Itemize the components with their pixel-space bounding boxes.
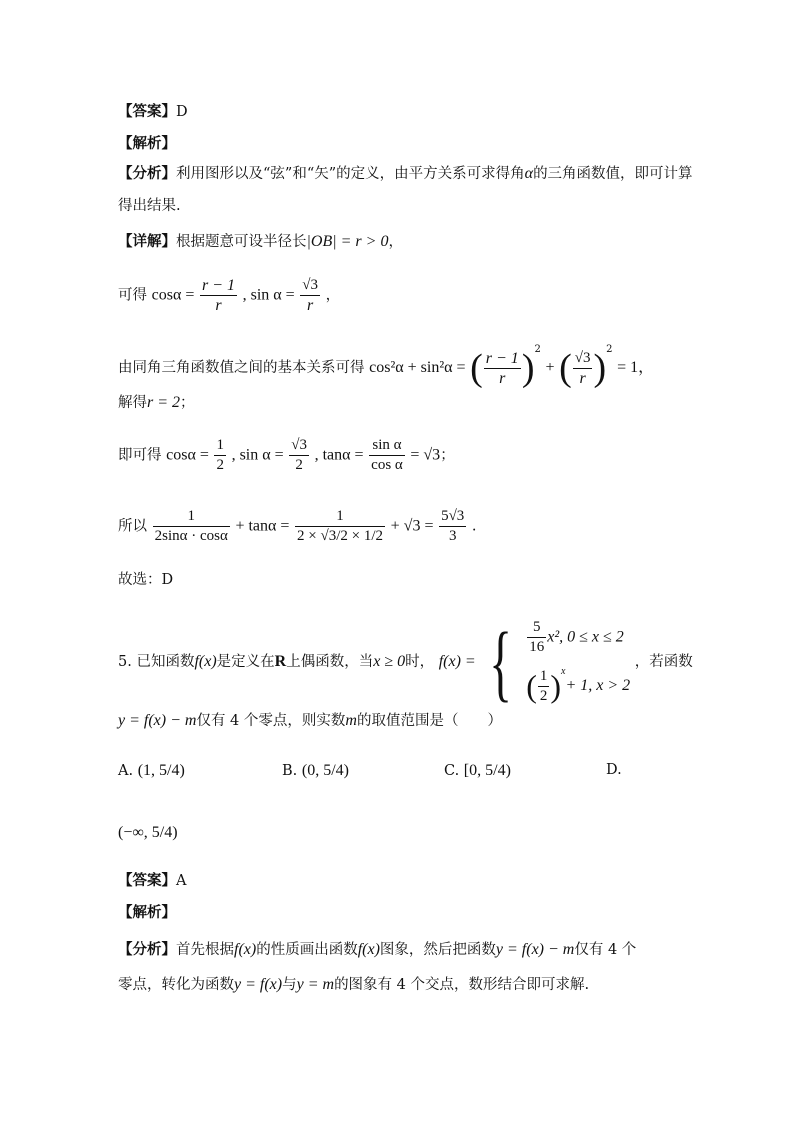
fenxi2-t4: 仅有 4 个 [574, 942, 637, 958]
denominator: 2 [295, 457, 303, 473]
fraction [289, 436, 309, 475]
case2-expr: + 1, x > 2 [565, 677, 631, 694]
left-paren: ( [559, 347, 572, 389]
step-5 [118, 507, 477, 546]
numerator: 1 [214, 436, 226, 456]
fenxi-text-1: 利用图形以及“弦”和“矢”的定义，由平方关系可求得角 [176, 166, 525, 182]
option-b-value: (0, 5/4) [301, 762, 349, 779]
xiangjie-tag: 【详解】 [118, 233, 176, 250]
option-d[interactable] [606, 762, 622, 778]
fenxi-text-2: 的三角函数值，即可计算 [533, 166, 693, 182]
denominator: r [215, 297, 222, 314]
numerator: 1 [295, 507, 385, 527]
q5-fdef: f(x) = [438, 652, 476, 670]
denominator: 16 [529, 639, 545, 655]
step3-end: ； [180, 395, 195, 411]
step1-end: ， [325, 287, 341, 304]
q5-line2-text: 仅有 4 个零点，则实数 [196, 713, 346, 729]
fraction [300, 276, 320, 315]
numerator: √3 [289, 436, 309, 456]
fenxi2-t1: 首先根据 [176, 942, 234, 958]
fraction [573, 349, 593, 388]
case-2: ( $\frac{1}{2}$ )$^x$+ 1, x > 2 [526, 666, 631, 704]
fenxi2-tag: 【分析】 [118, 941, 176, 958]
fenxi2-line1 [118, 940, 636, 960]
right-paren: ) [593, 347, 607, 389]
step-2: 由同角三角函数值之间的基本关系可得 cos²α + sin²α = ( $\frac{r - 1}{r}$ )$^2$ + ( $\frac{√3}{r}$ )$^2$ = 1， [118, 344, 655, 389]
step5-lead: 所以 [118, 518, 147, 535]
fraction [369, 436, 405, 475]
denominator: 2sinα · cosα [154, 528, 228, 544]
piecewise-cases [526, 618, 630, 706]
option-a-label: A. [118, 763, 134, 779]
fraction [200, 276, 237, 315]
fraction [484, 349, 521, 388]
xiangjie-line [118, 232, 403, 252]
right-paren: ) [521, 347, 535, 389]
fenxi2-expr: y = f(x) − m [495, 941, 575, 958]
numerator: r − 1 [485, 349, 519, 367]
answer-2-line [118, 871, 186, 891]
step5-plus: + tanα = [235, 517, 290, 535]
question-5 [118, 613, 693, 710]
q5-line2-expr: y = f(x) − m [118, 712, 197, 729]
fraction [214, 436, 226, 475]
analysis2-tag: 【解析】 [118, 904, 176, 921]
fenxi2-l2-t2: 与 [282, 977, 297, 993]
q5-m: m [345, 712, 357, 729]
q5-R: R [274, 652, 287, 670]
answer-line [118, 102, 188, 122]
answer2-value: A [176, 873, 187, 889]
numerator: √3 [573, 349, 593, 369]
numerator: 1 [538, 667, 550, 687]
denominator: 2 × √3/2 × 1/2 [297, 528, 384, 544]
alpha-symbol: α [524, 165, 534, 182]
option-b-label: B. [282, 763, 298, 779]
option-b[interactable] [282, 762, 349, 780]
denominator: 2 [539, 687, 548, 704]
q5-text4: 时， [405, 653, 435, 670]
q5-text3: 上偶函数，当 [286, 653, 374, 670]
fenxi2-l2-e2: y = m [296, 976, 335, 993]
step1-lead: 可得 [118, 287, 147, 304]
numerator: 1 [153, 507, 230, 527]
option-c[interactable] [444, 762, 511, 780]
numerator: 5 [527, 618, 546, 638]
option-d-value: (−∞, 5/4) [118, 824, 178, 841]
denominator: r [499, 369, 506, 387]
option-a[interactable] [118, 762, 185, 780]
fenxi-line-2: 得出结果. [118, 198, 181, 214]
numerator: sin α [369, 436, 405, 456]
analysis-tag: 【解析】 [118, 135, 176, 152]
question-number: 5. [118, 653, 132, 670]
q5-text2: 是定义在 [216, 653, 275, 670]
numerator: r − 1 [201, 277, 235, 294]
xiangjie-text: 根据题意可设半径长 [176, 234, 307, 250]
fenxi2-l2-t3: 的图象有 4 个交点，数形结合即可求解. [334, 977, 590, 993]
answer-value: D [176, 104, 188, 120]
option-c-value: [0, 5/4) [463, 762, 511, 779]
left-paren: ( [470, 347, 483, 389]
step3-expr: r = 2 [147, 394, 181, 411]
piecewise-brace: { [489, 613, 513, 710]
fenxi2-t3: 图象，然后把函数 [379, 942, 496, 958]
denominator: 3 [448, 528, 457, 544]
step1-cos: cosα = [151, 286, 195, 304]
option-c-label: C. [444, 763, 460, 779]
step5-plus2: + √3 = [390, 517, 434, 535]
q5-text5: ，若函数 [634, 653, 693, 670]
option-a-value: (1, 5/4) [137, 762, 185, 779]
step1-sin: , sin α = [242, 286, 295, 304]
step4-sin: , sin α = [231, 446, 284, 464]
q5-cond: x ≥ 0 [373, 652, 406, 670]
step5-end: . [471, 518, 477, 535]
step4-result: = √3 [410, 446, 441, 464]
case1-expr: x², 0 ≤ x ≤ 2 [547, 628, 624, 646]
step4-tan: , tanα = [314, 446, 364, 464]
denominator: r [579, 369, 586, 387]
case-1 [526, 618, 630, 657]
denominator: 2 [216, 457, 224, 473]
fraction [153, 507, 230, 546]
step-1 [118, 276, 340, 315]
fenxi2-fx2: f(x) [357, 941, 380, 958]
fenxi2-fx1: f(x) [234, 941, 257, 958]
answer2-tag: 【答案】 [118, 872, 176, 889]
step-3 [118, 393, 195, 413]
fenxi2-line2 [118, 975, 589, 995]
step-4 [118, 436, 455, 475]
fenxi2-l2-e1: y = f(x) [234, 976, 283, 993]
step4-end: ； [440, 447, 455, 464]
q5-text1: 已知函数 [136, 653, 195, 670]
option-d-value-line[interactable] [118, 824, 178, 842]
radius-expression: |OB| = r > 0 [306, 233, 389, 250]
answer-tag: 【答案】 [118, 103, 176, 120]
fraction [439, 507, 466, 546]
step4-cos: cosα = [166, 446, 209, 464]
fraction [295, 507, 385, 546]
option-d-label: D. [606, 762, 622, 778]
question-5-line2 [118, 711, 502, 731]
step2-expr: cos²α + sin²α = [369, 359, 466, 376]
step2-end: = 1， [617, 359, 655, 376]
analysis-paragraph [118, 164, 693, 184]
step3-text: 解得 [118, 395, 147, 411]
fenxi2-l2-t1: 零点，转化为函数 [118, 977, 234, 993]
q5-fx: f(x) [194, 652, 217, 670]
fenxi2-t2: 的性质画出函数 [256, 942, 358, 958]
q5-line2-end: 的取值范围是（ ） [356, 713, 502, 729]
choice-line: 故选：D [118, 572, 174, 588]
step4-lead: 即可得 [118, 447, 162, 464]
numerator: √3 [300, 276, 320, 296]
step2-lead: 由同角三角函数值之间的基本关系可得 [118, 360, 365, 376]
comma: ， [388, 234, 403, 250]
fenxi-tag: 【分析】 [118, 165, 176, 182]
denominator: cos α [371, 457, 403, 473]
denominator: r [307, 297, 314, 314]
numerator: 5√3 [439, 507, 466, 527]
